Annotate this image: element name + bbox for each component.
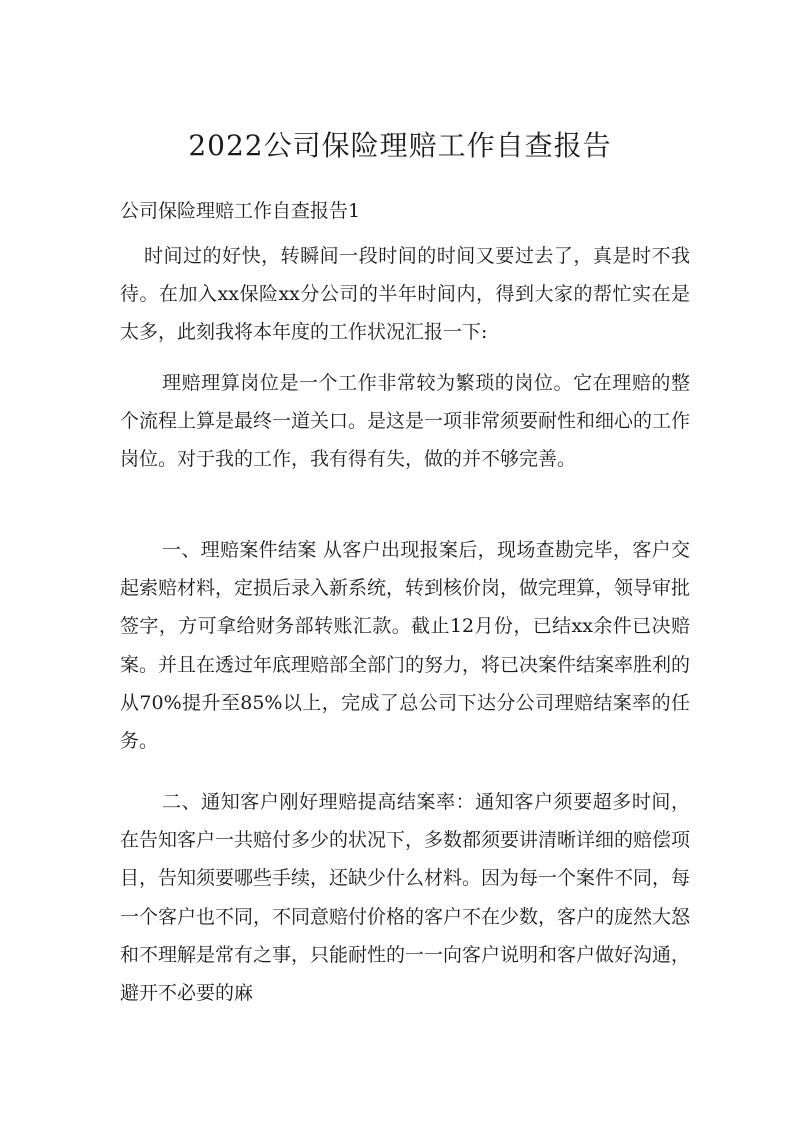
document-subtitle: 公司保险理赔工作自查报告1 xyxy=(120,200,361,222)
document-title: 2022公司保险理赔工作自查报告 xyxy=(188,129,612,162)
paragraph-section-two: 二、通知客户刚好理赔提高结案率：通知客户须要超多时间，在告知客户一共赔付多少的状况下，多数都须要讲清晰详细的赔偿项目，告知须要哪些手续，还缺少什么材料。因为每一个案件不同，每一个客户也不同，不同意赔付价格的客户不在少数，客户的庞然大怒和不理解是常有之事，只能耐性的一一向客户说明和客户做好沟通，避开不必要的麻 xyxy=(120,791,691,1005)
paragraph-intro: 时间过的好快，转瞬间一段时间的时间又要过去了，真是时不我待。在加入xx保险xx分公司的半年时间内，得到大家的帮忙实在是太多，此刻我将本年度的工作状况汇报一下: xyxy=(120,245,690,344)
paragraph-position: 理赔理算岗位是一个工作非常较为繁琐的岗位。它在理赔的整个流程上算是最终一道关口。是这是一项非常须要耐性和细心的工作岗位。对于我的工作，我有得有失，做的并不够完善。 xyxy=(120,372,691,471)
paragraph-section-one: 一、理赔案件结案 从客户出现报案后，现场查勘完毕，客户交起索赔材料，定损后录入新系统，转到核价岗，做完理算，领导审批签字，方可拿给财务部转账汇款。截止12月份，已结xx余件已决赔案。并且在透过年底理赔部全部门的努力，将已决案件结案率胜利的从70%提升至85%以上，完成了总公司下达分公司理赔结案率的任务。 xyxy=(120,539,691,753)
